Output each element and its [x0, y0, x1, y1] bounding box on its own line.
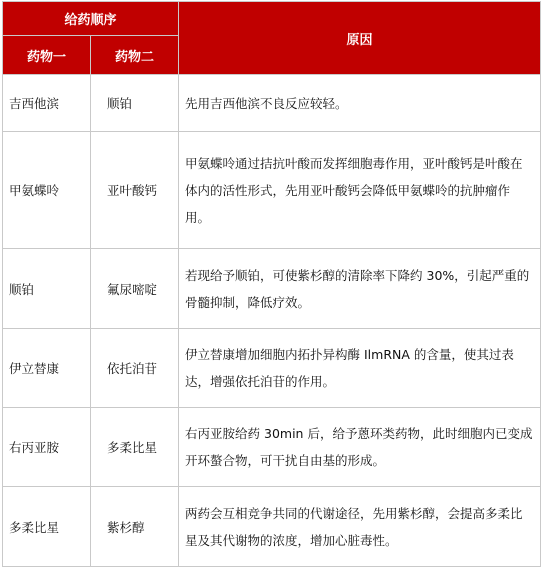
drug2-cell: 亚叶酸钙: [91, 132, 179, 249]
drug1-cell: 顺铂: [3, 249, 91, 329]
drug1-header: 药物一: [3, 36, 91, 75]
order-header: 给药顺序: [3, 2, 179, 36]
header-row-1: [3, 2, 541, 36]
drug2-cell: 依托泊苷: [91, 329, 179, 408]
drug2-header: 药物二: [91, 36, 179, 75]
reason-cell: 右丙亚胺给药 30min 后，给予蒽环类药物，此时细胞内已变成开环螯合物，可干扰自由基的形成。: [179, 408, 541, 487]
drug2-cell: 顺铂: [91, 75, 179, 132]
table-row: [3, 408, 541, 487]
reason-cell: 甲氨蝶呤通过拮抗叶酸而发挥细胞毒作用，亚叶酸钙是叶酸在体内的活性形式，先用亚叶酸钙会降低甲氨蝶呤的抗肿瘤作用。: [179, 132, 541, 249]
drug1-cell: 甲氨蝶呤: [3, 132, 91, 249]
reason-cell: 伊立替康增加细胞内拓扑异构酶 IlmRNA 的含量，使其过表达，增强依托泊苷的作用。: [179, 329, 541, 408]
reason-header: 原因: [179, 2, 541, 75]
drug2-cell: 氟尿嘧啶: [91, 249, 179, 329]
drug1-cell: 伊立替康: [3, 329, 91, 408]
drug1-cell: 多柔比星: [3, 487, 91, 567]
table-row: [3, 75, 541, 132]
drug1-cell: 右丙亚胺: [3, 408, 91, 487]
reason-cell: 若现给予顺铂，可使紫杉醇的清除率下降约 30%，引起严重的骨髓抑制，降低疗效。: [179, 249, 541, 329]
table-row: [3, 249, 541, 329]
table-row: [3, 487, 541, 567]
table-row: [3, 329, 541, 408]
reason-cell: 先用吉西他滨不良反应较轻。: [179, 75, 541, 132]
reason-cell: 两药会互相竞争共同的代谢途径，先用紫杉醇，会提高多柔比星及其代谢物的浓度，增加心脏毒性。: [179, 487, 541, 567]
drug1-cell: 吉西他滨: [3, 75, 91, 132]
table-row: [3, 132, 541, 249]
drug2-cell: 紫杉醇: [91, 487, 179, 567]
drug-order-table: [2, 1, 541, 567]
drug2-cell: 多柔比星: [91, 408, 179, 487]
